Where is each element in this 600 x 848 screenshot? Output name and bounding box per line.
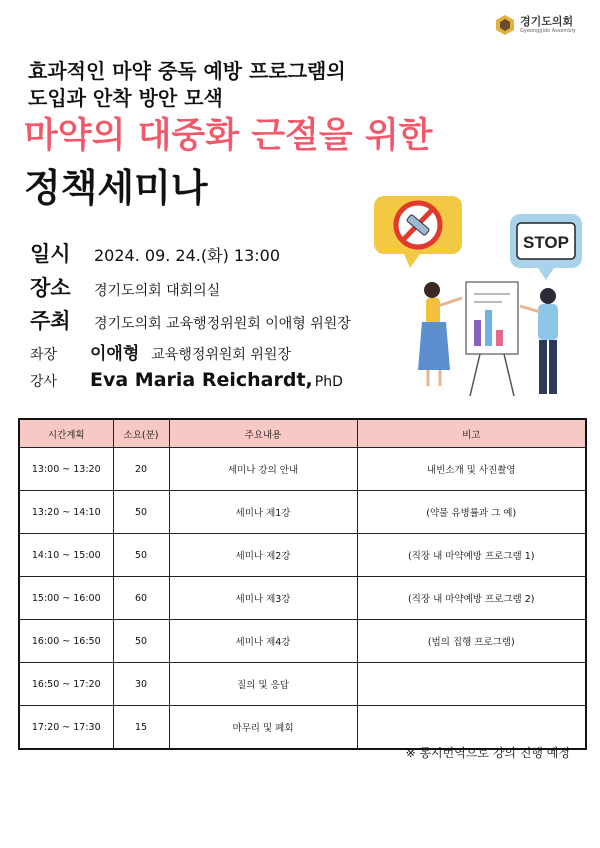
speaker-name: Eva Maria Reichardt, xyxy=(90,369,313,391)
cell-time: 16:50 ~ 17:20 xyxy=(19,663,113,706)
subtitle-line-1: 효과적인 마약 중독 예방 프로그램의 xyxy=(28,59,346,83)
table-row xyxy=(19,706,586,750)
man-presenter xyxy=(520,288,558,394)
info-chair-row xyxy=(30,339,291,364)
assembly-logo xyxy=(494,14,576,36)
place-label: 장소 xyxy=(30,276,71,300)
schedule-table xyxy=(18,418,587,750)
speaker-label: 강사 xyxy=(30,374,58,390)
subtitle-line-2: 도입과 안착 방안 모색 xyxy=(28,86,223,110)
no-drugs-bubble xyxy=(374,196,462,268)
cell-duration: 50 xyxy=(113,620,169,663)
cell-duration: 50 xyxy=(113,491,169,534)
cell-time: 13:20 ~ 14:10 xyxy=(19,491,113,534)
cell-time: 15:00 ~ 16:00 xyxy=(19,577,113,620)
table-row xyxy=(19,577,586,620)
cell-duration: 20 xyxy=(113,448,169,491)
translation-note: ※ 동시번역으로 강의 진행 예정 xyxy=(405,746,570,760)
header-duration: 소요(분) xyxy=(113,419,169,448)
table-row xyxy=(19,534,586,577)
cell-content: 질의 및 응답 xyxy=(169,663,357,706)
cell-remarks xyxy=(357,706,586,750)
info-speaker-row xyxy=(30,369,343,391)
table-row xyxy=(19,620,586,663)
cell-duration: 60 xyxy=(113,577,169,620)
assembly-emblem-icon xyxy=(494,14,516,36)
cell-time: 13:00 ~ 13:20 xyxy=(19,448,113,491)
host-value: 경기도의회 교육행정위원회 이애형 위원장 xyxy=(94,316,351,332)
header-remarks: 비고 xyxy=(357,419,586,448)
cell-remarks: 내빈소개 및 사진촬영 xyxy=(357,448,586,491)
cell-remarks: (약물 유병률과 그 예) xyxy=(357,491,586,534)
info-place-row xyxy=(30,272,220,302)
chair-name: 이애형 xyxy=(90,344,140,364)
presentation-board xyxy=(466,282,518,396)
schedule-header-row xyxy=(19,419,586,448)
cell-time: 14:10 ~ 15:00 xyxy=(19,534,113,577)
cell-content: 마무리 및 폐회 xyxy=(169,706,357,750)
table-row xyxy=(19,448,586,491)
woman-presenter xyxy=(418,282,462,386)
table-row xyxy=(19,491,586,534)
stop-sign-text: STOP xyxy=(523,233,569,252)
cell-duration: 30 xyxy=(113,663,169,706)
cell-remarks: (법의 집행 프로그램) xyxy=(357,620,586,663)
chair-role: 교육행정위원회 위원장 xyxy=(151,347,291,363)
chair-label: 좌장 xyxy=(30,347,58,363)
page-title: 정책세미나 xyxy=(24,166,208,210)
cell-duration: 50 xyxy=(113,534,169,577)
info-host-row xyxy=(30,305,351,335)
cell-duration: 15 xyxy=(113,706,169,750)
header-time: 시간계획 xyxy=(19,419,113,448)
cell-time: 16:00 ~ 16:50 xyxy=(19,620,113,663)
header-content: 주요내용 xyxy=(169,419,357,448)
seminar-illustration xyxy=(370,190,590,410)
cell-remarks xyxy=(357,663,586,706)
table-row xyxy=(19,663,586,706)
cell-content: 세미나 제1강 xyxy=(169,491,357,534)
date-value: 2024. 09. 24.(화) 13:00 xyxy=(94,246,281,265)
logo-name: 경기도의회 xyxy=(520,15,574,28)
place-value: 경기도의회 대회의실 xyxy=(94,283,221,299)
title-red: 마약의 대중화 근절을 위한 xyxy=(24,116,433,156)
cell-remarks: (직장 내 마약예방 프로그램 2) xyxy=(357,577,586,620)
date-label: 일시 xyxy=(30,242,71,266)
info-date-row xyxy=(30,238,280,268)
cell-content: 세미나 강의 안내 xyxy=(169,448,357,491)
host-label: 주최 xyxy=(30,309,71,333)
cell-time: 17:20 ~ 17:30 xyxy=(19,706,113,750)
cell-content: 세미나 제3강 xyxy=(169,577,357,620)
logo-subtitle: Gyeonggido Assembly xyxy=(520,28,576,34)
stop-bubble xyxy=(510,214,582,280)
cell-content: 세미나 제4강 xyxy=(169,620,357,663)
speaker-suffix: PhD xyxy=(314,374,343,390)
cell-remarks: (직장 내 마약예방 프로그램 1) xyxy=(357,534,586,577)
cell-content: 세미나 제2강 xyxy=(169,534,357,577)
